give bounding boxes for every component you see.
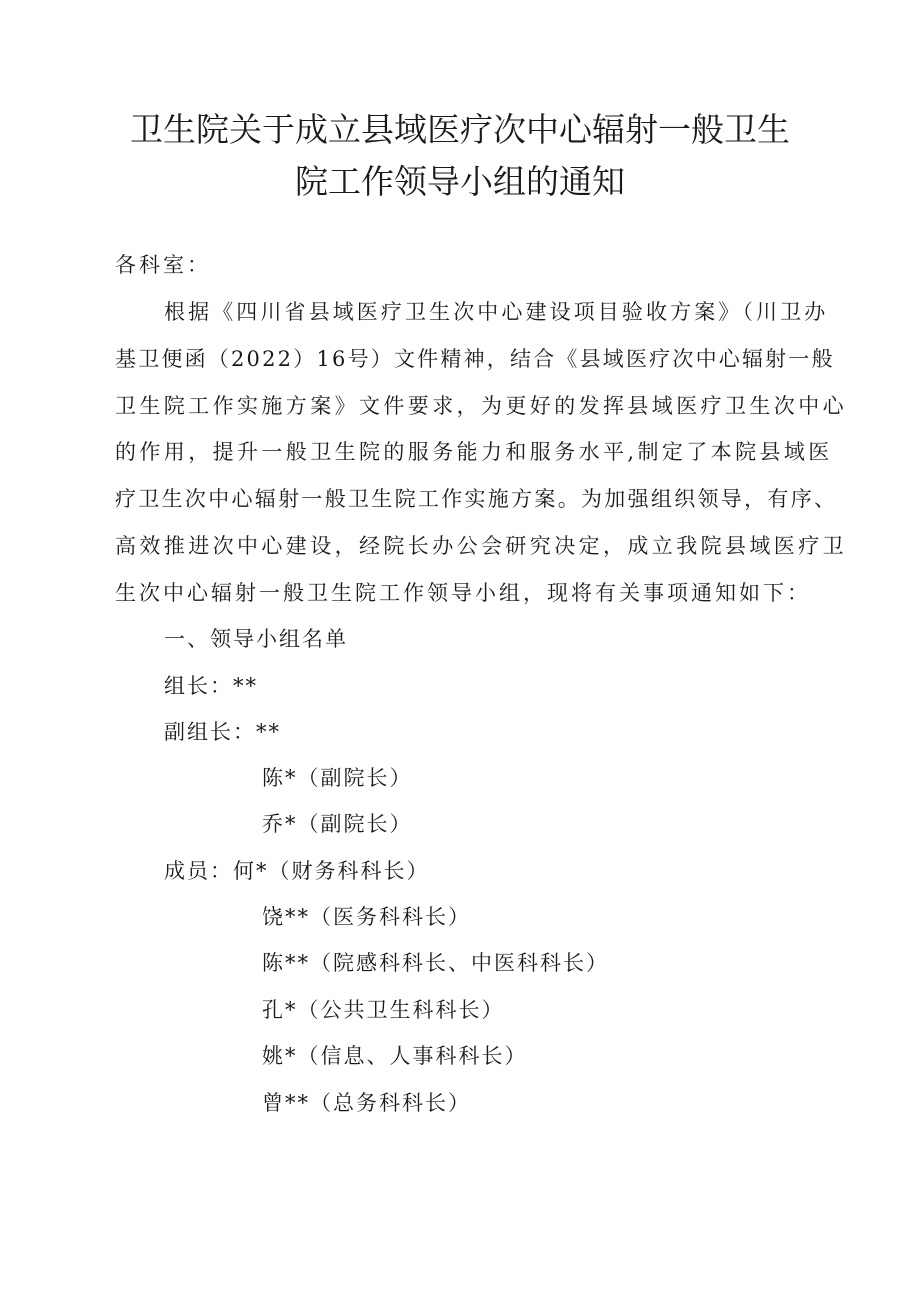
paragraph-line-3: 卫生院工作实施方案》文件要求，为更好的发挥县域医疗卫生次中心 xyxy=(115,394,847,418)
paragraph-line-7: 生次中心辐射一般卫生院工作领导小组，现将有关事项通知如下： xyxy=(115,581,811,605)
member-item: 姚*（信息、人事科科长） xyxy=(262,1044,528,1068)
member-item: 饶**（医务科科长） xyxy=(262,905,471,929)
document-title-line-2: 院工作领导小组的通知 xyxy=(295,162,625,201)
paragraph-line-2: 基卫便函（2022）16号）文件精神，结合《县域医疗次中心辐射一般 xyxy=(115,347,835,371)
member-item: 孔*（公共卫生科科长） xyxy=(262,998,505,1022)
paragraph-line-4: 的作用，提升一般卫生院的服务能力和服务水平,制定了本院县域医 xyxy=(115,440,833,464)
deputy-leader-line: 副组长：** xyxy=(164,720,281,744)
section-heading: 一、领导小组名单 xyxy=(164,627,348,651)
paragraph-line-6: 高效推进次中心建设，经院长办公会研究决定，成立我院县域医疗卫 xyxy=(115,534,847,558)
member-item: 曾**（总务科科长） xyxy=(262,1091,471,1115)
leader-line: 组长：** xyxy=(164,674,258,698)
deputy-item: 陈*（副院长） xyxy=(262,766,413,790)
deputy-item: 乔*（副院长） xyxy=(262,812,413,836)
salutation: 各科室： xyxy=(115,253,211,277)
document-title-line-1: 卫生院关于成立县域医疗次中心辐射一般卫生 xyxy=(130,110,790,149)
members-first-line: 成员：何*（财务科科长） xyxy=(164,859,430,883)
paragraph-line-1: 根据《四川省县域医疗卫生次中心建设项目验收方案》（川卫办 xyxy=(164,300,829,324)
paragraph-line-5: 疗卫生次中心辐射一般卫生院工作实施方案。为加强组织领导，有序、 xyxy=(115,487,838,511)
member-item: 陈**（院感科科长、中医科科长） xyxy=(262,951,609,975)
